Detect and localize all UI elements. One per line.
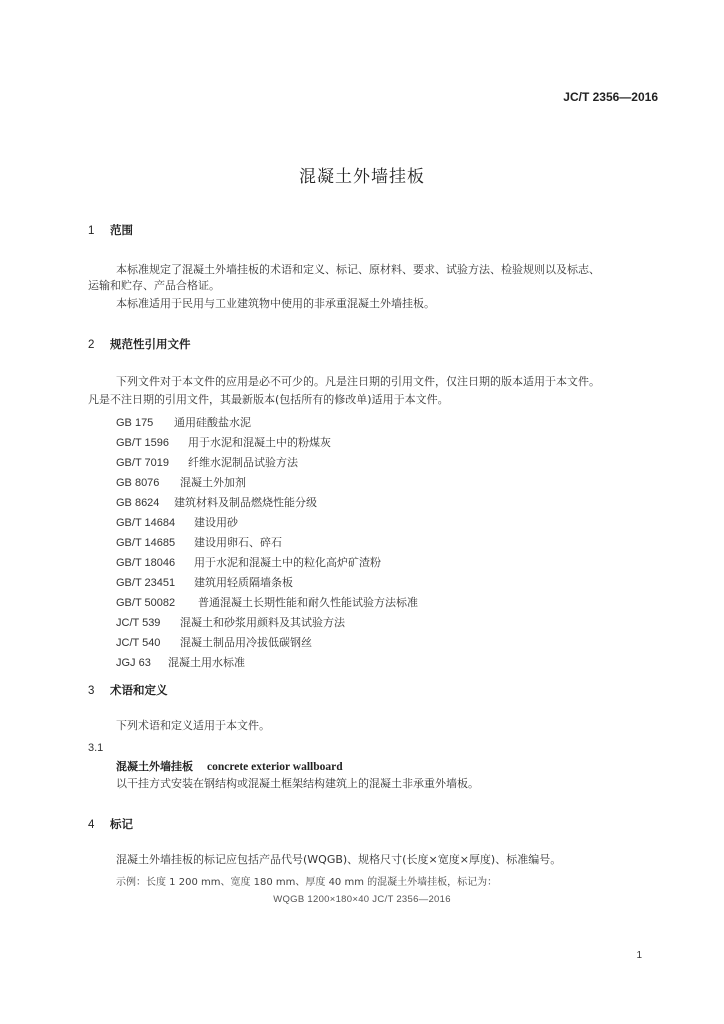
reference-item xyxy=(116,634,312,650)
reference-code: GB/T 7019 xyxy=(116,457,169,469)
reference-item xyxy=(116,494,317,510)
reference-code: JC/T 539 xyxy=(116,617,161,629)
reference-item xyxy=(116,514,238,530)
section-number: 3 xyxy=(88,685,95,697)
reference-code: GB/T 14685 xyxy=(116,537,176,549)
reference-code: GB 8624 xyxy=(116,497,160,509)
reference-title: 纤维水泥制品试验方法 xyxy=(188,456,298,469)
reference-title: 混凝土用水标准 xyxy=(168,656,245,669)
reference-code: JC/T 540 xyxy=(116,637,161,649)
section-number: 4 xyxy=(88,819,95,831)
reference-item xyxy=(116,574,293,590)
section-4-para: 混凝土外墙挂板的标记应包括产品代号(WQGB)、规格尺寸(长度×宽度×厚度)、标准编号。 xyxy=(116,853,562,866)
reference-title: 混凝土外加剂 xyxy=(180,476,246,489)
term-name-en: concrete exterior wallboard xyxy=(207,761,343,773)
marking-example: 示例：长度 1 200 mm、宽度 180 mm、厚度 40 mm 的混凝土外墙挂板，标记为： xyxy=(116,877,498,888)
reference-code: GB/T 23451 xyxy=(116,577,176,589)
section-3-intro: 下列术语和定义适用于本文件。 xyxy=(116,719,270,732)
reference-code: GB/T 18046 xyxy=(116,557,176,569)
section-title: 规范性引用文件 xyxy=(110,337,191,351)
reference-code: GB/T 50082 xyxy=(116,597,176,609)
reference-code: JGJ 63 xyxy=(116,657,151,669)
term-definition: 以干挂方式安装在钢结构或混凝土框架结构建筑上的混凝土非承重外墙板。 xyxy=(116,777,479,790)
reference-title: 建筑用轻质隔墙条板 xyxy=(194,576,293,589)
reference-title: 混凝土和砂浆用颜料及其试验方法 xyxy=(180,616,345,629)
section-1-para-1-line-1: 本标准规定了混凝土外墙挂板的术语和定义、标记、原材料、要求、试验方法、检验规则以及标志、 xyxy=(116,263,600,276)
reference-title: 混凝土制品用冷拔低碳钢丝 xyxy=(180,636,312,649)
term-name-zh: 混凝土外墙挂板 xyxy=(116,760,193,773)
reference-title: 用于水泥和混凝土中的粉煤灰 xyxy=(188,436,331,449)
section-title: 范围 xyxy=(110,223,133,237)
reference-code: GB 8076 xyxy=(116,477,160,489)
reference-item xyxy=(116,434,331,450)
reference-item xyxy=(116,454,298,470)
reference-item xyxy=(116,654,245,670)
section-title: 术语和定义 xyxy=(110,683,168,697)
reference-code: GB/T 1596 xyxy=(116,437,169,449)
section-3-heading xyxy=(88,682,168,698)
reference-title: 通用硅酸盐水泥 xyxy=(174,416,251,429)
reference-item xyxy=(116,554,381,570)
reference-code: GB/T 14684 xyxy=(116,517,176,529)
reference-title: 普通混凝土长期性能和耐久性能试验方法标准 xyxy=(198,596,418,609)
reference-title: 用于水泥和混凝土中的粒化高炉矿渣粉 xyxy=(194,556,381,569)
reference-item xyxy=(116,414,251,430)
page-number: 1 xyxy=(636,950,642,961)
reference-title: 建设用砂 xyxy=(194,516,238,529)
section-title: 标记 xyxy=(110,817,133,831)
section-2-intro-line-1: 下列文件对于本文件的应用是必不可少的。凡是注日期的引用文件，仅注日期的版本适用于本文件。 xyxy=(116,375,600,388)
document-title: 混凝土外墙挂板 xyxy=(299,167,425,187)
section-number: 2 xyxy=(88,339,95,351)
section-1-heading xyxy=(88,222,133,238)
section-1-para-1-line-2: 运输和贮存、产品合格证。 xyxy=(88,279,220,292)
reference-item xyxy=(116,614,345,630)
reference-title: 建筑材料及制品燃烧性能分级 xyxy=(174,496,317,509)
reference-item xyxy=(116,474,246,490)
reference-title: 建设用卵石、碎石 xyxy=(194,536,282,549)
section-1-para-2: 本标准适用于民用与工业建筑物中使用的非承重混凝土外墙挂板。 xyxy=(116,297,435,310)
standard-code: JC/T 2356—2016 xyxy=(563,90,658,104)
term-name xyxy=(116,758,343,774)
section-number: 1 xyxy=(88,225,95,237)
marking-example-code: WQGB 1200×180×40 JC/T 2356—2016 xyxy=(273,894,451,905)
term-number: 3.1 xyxy=(88,742,104,754)
reference-item xyxy=(116,594,418,610)
reference-code: GB 175 xyxy=(116,417,154,429)
reference-item xyxy=(116,534,282,550)
section-2-heading xyxy=(88,336,191,352)
section-2-intro-line-2: 凡是不注日期的引用文件，其最新版本(包括所有的修改单)适用于本文件。 xyxy=(88,393,449,406)
section-4-heading xyxy=(88,816,133,832)
